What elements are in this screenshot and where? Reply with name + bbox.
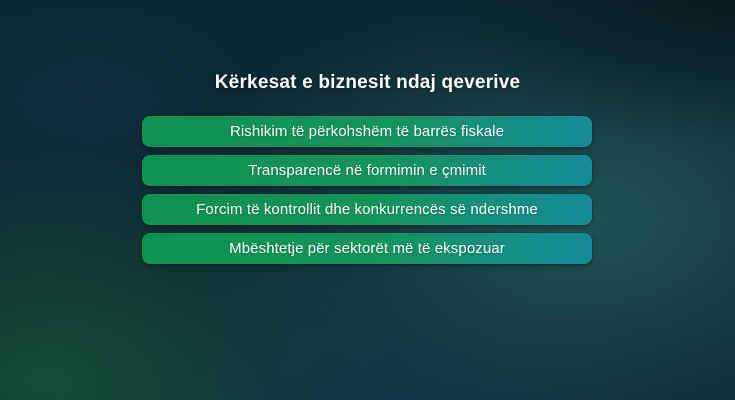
list-item-label: Mbështetje për sektorët më të ekspozuar: [229, 240, 505, 257]
list-item-label: Rishikim të përkohshëm të barrës fiskale: [229, 123, 505, 140]
slide-title: Kërkesat e biznesit ndaj qeverive: [214, 72, 521, 93]
list-item: [142, 116, 592, 147]
list-item-label: Forcim të kontrollit dhe konkurrencës së ndershme: [196, 201, 538, 218]
list-item-label: Transparencë në formimin e çmimit: [248, 162, 486, 179]
list-item: [142, 194, 592, 225]
demands-list: [142, 116, 592, 272]
list-item: [142, 155, 592, 186]
list-item: [142, 233, 592, 264]
